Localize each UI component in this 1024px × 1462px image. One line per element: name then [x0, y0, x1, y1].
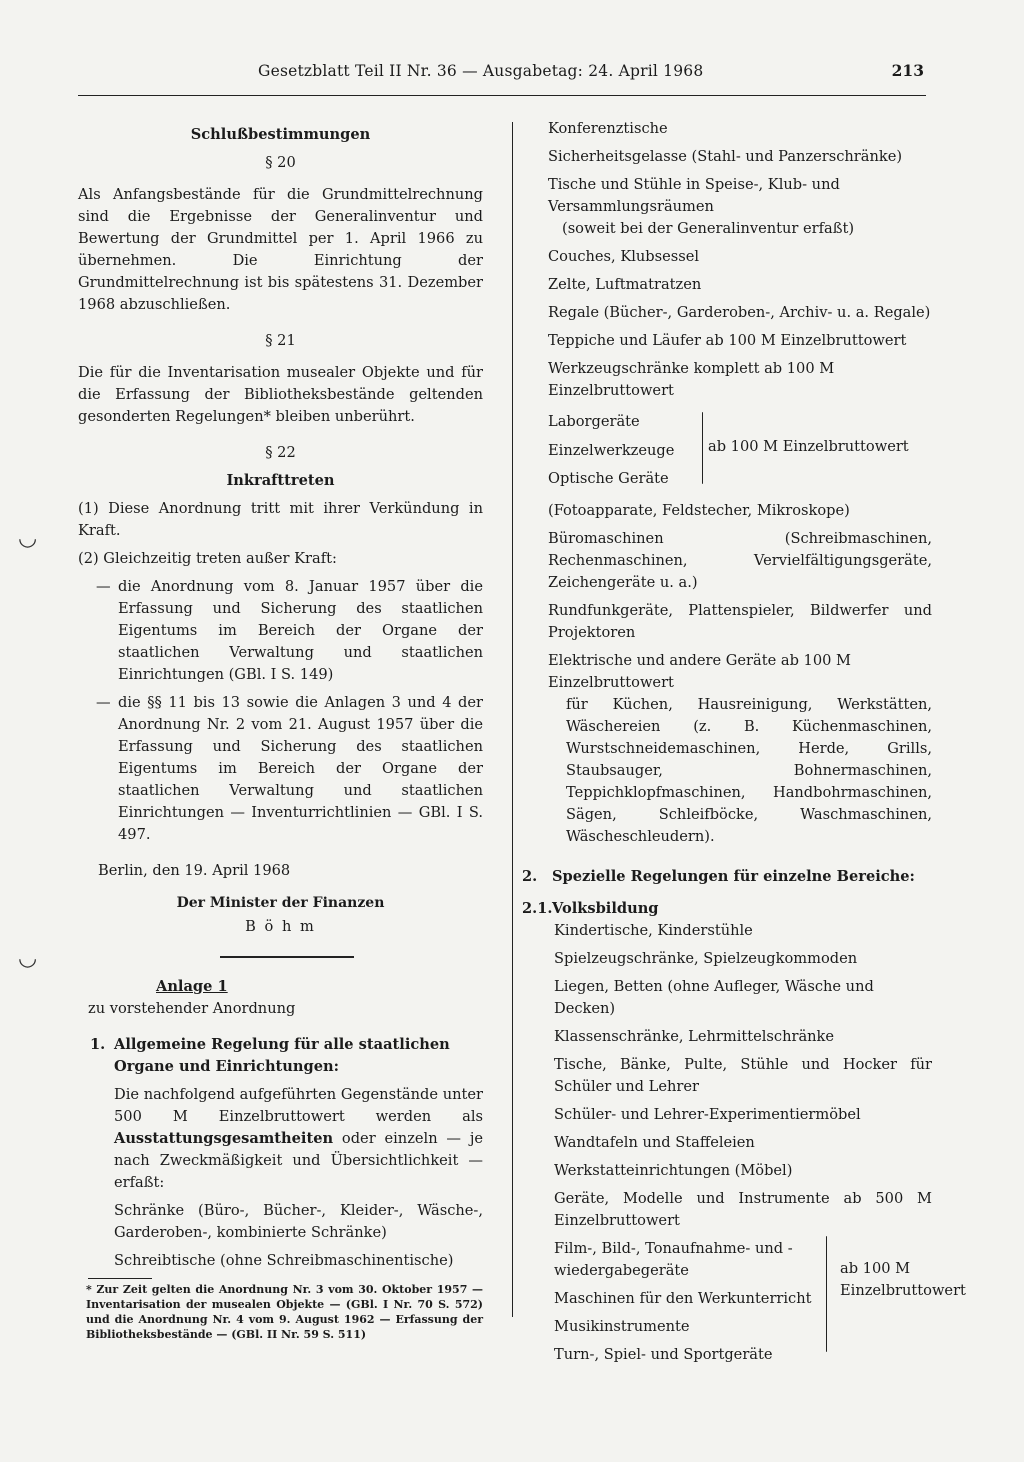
- list-item: Schränke (Büro-, Bücher-, Kleider-, Wäsche-, Garderoben-, kombinierte Schränke): [114, 1202, 483, 1241]
- list-item: Spielzeugschränke, Spielzeugkommoden: [554, 950, 858, 967]
- list-item: Sicherheitsgelasse (Stahl- und Panzerschränke): [548, 148, 903, 165]
- section-heading: Schlußbestimmungen: [190, 126, 371, 143]
- list-item: Zelte, Luftmatratzen: [548, 276, 702, 293]
- list-item: Teppiche und Läufer ab 100 M Einzelbruttowert: [548, 332, 907, 349]
- right-column: [522, 118, 966, 1363]
- list-item: Klassenschränke, Lehrmittelschränke: [554, 1028, 835, 1045]
- list-item: Regale (Bücher-, Garderoben-, Archiv- u. a. Regale): [548, 304, 931, 321]
- left-column: [78, 118, 483, 1342]
- list-item: Liegen, Betten (ohne Aufleger, Wäsche und Decken): [554, 978, 874, 1017]
- annex-title: Anlage 1: [156, 978, 228, 995]
- section-heading: 1. Allgemeine Regelung für alle staatlichen Organe und Einrichtungen:: [90, 1036, 450, 1075]
- list-item: (Fotoapparate, Feldstecher, Mikroskope): [548, 502, 850, 519]
- paragraph-text: Als Anfangsbestände für die Grundmittelrechnung sind die Ergebnisse der Generalinventur und Bewertung der Grundmittel per 1. April 1966 zu übernehmen. Die Einrichtung der Grundmittelrechnung ist bis spätestens 31. Dezember 1968 abzuschließen.: [78, 186, 483, 313]
- place-date: Berlin, den 19. April 1968: [98, 862, 291, 879]
- list-item: — die Anordnung vom 8. Januar 1957 über die Erfassung und Sicherung des staatlichen Eigentums im Bereich der Organe der staatlichen Verwaltung und staatlichen Einrichtungen (GBl. I S. 149): [96, 578, 483, 683]
- brace-label: ab 100 M Einzelbruttowert: [840, 1260, 966, 1299]
- list-item-detail: für Küchen, Hausreinigung, Werkstätten, Wäschereien (z. B. Küchenmaschinen, Wurstschneidemaschinen, Herde, Grills, Staubsauger, Bohnermaschinen, Teppichklopfmaschinen, Handbohrmaschinen, Sägen, Schleifböcke, Waschmaschinen, Wäscheschleudern).: [566, 696, 932, 845]
- list-item: Rundfunkgeräte, Plattenspieler, Bildwerfer und Projektoren: [548, 602, 932, 641]
- list-item-note: (soweit bei der Generalinventur erfaßt): [562, 220, 855, 237]
- list-item: Tische und Stühle in Speise-, Klub- und Versammlungsräumen: [548, 176, 840, 215]
- column-divider: [512, 122, 513, 1317]
- brace-label: ab 100 M Einzelbruttowert: [708, 438, 909, 455]
- braced-group: [522, 1238, 966, 1363]
- header-title: Gesetzblatt Teil II Nr. 36 — Ausgabetag: 24. April 1968: [258, 62, 704, 80]
- paragraph-text: Die für die Inventarisation musealer Objekte und für die Erfassung der Bibliotheksbestände geltenden gesonderten Regelungen* bleiben unberührt.: [78, 364, 483, 425]
- list-item: Couches, Klubsessel: [548, 248, 700, 265]
- minister-title: Der Minister der Finanzen: [176, 895, 385, 911]
- list-item: Maschinen für den Werkunterricht: [554, 1290, 812, 1307]
- paragraph-number: § 22: [265, 444, 296, 461]
- list-item: Film-, Bild-, Tonaufnahme- und -wiedergabegeräte: [554, 1240, 793, 1279]
- annex-subtitle: zu vorstehender Anordnung: [88, 1000, 296, 1017]
- paragraph-text: (2) Gleichzeitig treten außer Kraft:: [78, 550, 337, 567]
- paragraph-number: § 21: [265, 332, 296, 349]
- list-item: — die §§ 11 bis 13 sowie die Anlagen 3 und 4 der Anordnung Nr. 2 vom 21. August 1957 über die Erfassung und Sicherung des staatlichen Eigentums im Bereich der Organe der staatlichen Verwaltung und staatlichen Einrichtungen — Inventurrichtlinien — GBl. I S. 497.: [96, 694, 483, 843]
- list-item: Laborgeräte: [548, 413, 640, 430]
- list-item: Kindertische, Kinderstühle: [554, 922, 753, 939]
- margin-mark-icon: ◡: [18, 526, 38, 551]
- list-item: Geräte, Modelle und Instrumente ab 500 M Einzelbruttowert: [554, 1190, 932, 1229]
- minister-name: B ö h m: [245, 918, 316, 935]
- paragraph-heading: Inkrafttreten: [226, 472, 335, 489]
- list-item: Elektrische und andere Geräte ab 100 M Einzelbruttowert: [548, 652, 851, 691]
- list-item: Musikinstrumente: [554, 1318, 690, 1335]
- list-item: Wandtafeln und Staffeleien: [554, 1134, 755, 1151]
- list-item: Schreibtische (ohne Schreibmaschinentische): [114, 1252, 454, 1269]
- header-rule: [78, 95, 926, 96]
- list-item: Büromaschinen (Schreibmaschinen, Rechenmaschinen, Vervielfältigungsgeräte, Zeichengeräte u. a.): [548, 530, 932, 591]
- list-item: Werkstatteinrichtungen (Möbel): [554, 1162, 793, 1179]
- list-item: Einzelwerkzeuge: [548, 441, 675, 459]
- braced-group: [522, 408, 932, 494]
- section-text: Die nachfolgend aufgeführten Gegenstände unter 500 M Einzelbruttowert werden als Ausstattungsgesamtheiten oder einzeln — je nach Zweckmäßigkeit und Übersichtlichkeit — erfaßt:: [114, 1086, 483, 1191]
- paragraph-number: § 20: [265, 154, 296, 171]
- section-heading: 2. Spezielle Regelungen für einzelne Bereiche:: [522, 868, 915, 885]
- footnote-rule: [88, 1278, 152, 1279]
- page-number: 213: [891, 61, 924, 80]
- footnote: * Zur Zeit gelten die Anordnung Nr. 3 vom 30. Oktober 1957 — Inventarisation der musealen Objekte — (GBl. I Nr. 70 S. 572) und die Anordnung Nr. 4 vom 9. August 1962 — Erfassung der Bibliotheksbestände — (GBl. II Nr. 59 S. 511): [86, 1283, 483, 1341]
- margin-mark-icon: ◡: [18, 946, 38, 971]
- list-item: Turn-, Spiel- und Sportgeräte: [554, 1346, 773, 1363]
- list-item: Werkzeugschränke komplett ab 100 M Einzelbruttowert: [548, 360, 835, 399]
- brace-icon: [826, 1236, 827, 1352]
- subsection-heading: 2.1. Volksbildung: [522, 900, 659, 917]
- list-item: Konferenztische: [548, 120, 668, 137]
- list-item: Optische Geräte: [548, 470, 669, 487]
- list-item: Tische, Bänke, Pulte, Stühle und Hocker für Schüler und Lehrer: [554, 1056, 932, 1095]
- paragraph-text: (1) Diese Anordnung tritt mit ihrer Verkündung in Kraft.: [78, 500, 483, 539]
- list-item: Schüler- und Lehrer-Experimentiermöbel: [554, 1106, 861, 1123]
- brace-icon: [702, 412, 703, 484]
- page-header: [78, 60, 924, 86]
